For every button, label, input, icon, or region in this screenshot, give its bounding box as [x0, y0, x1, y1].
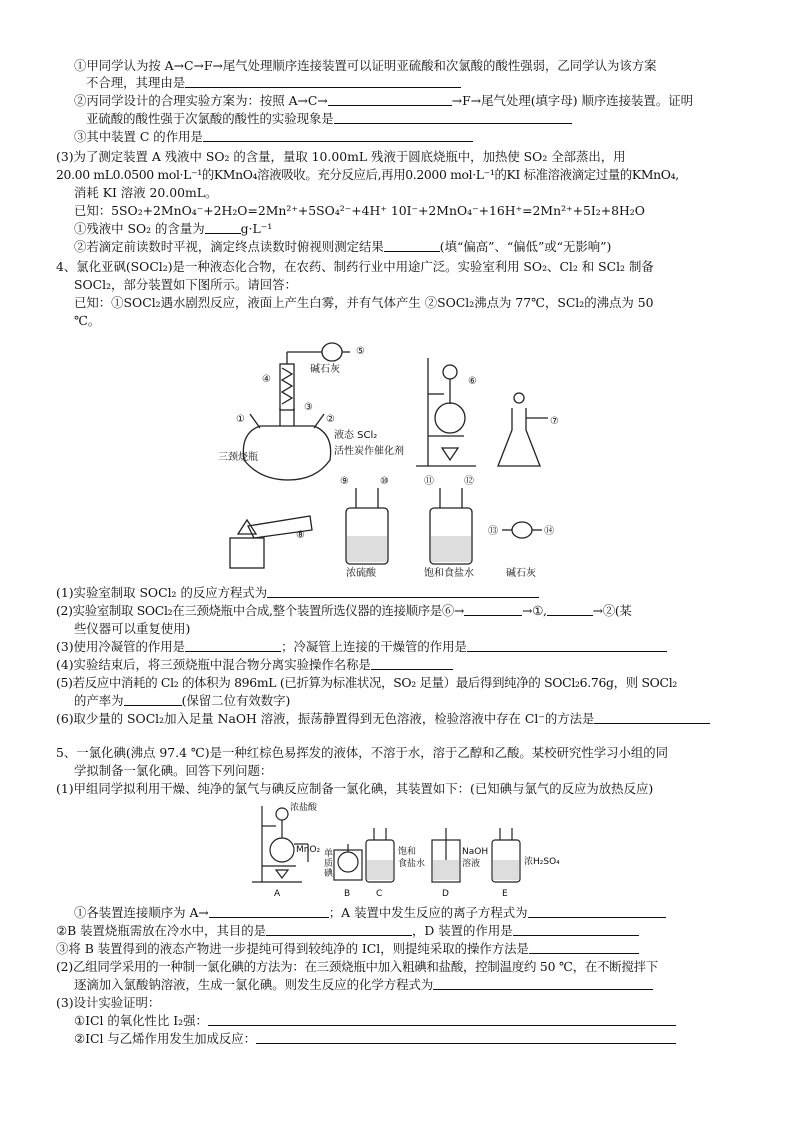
label-b: B [344, 889, 351, 899]
q4-2: (2)实验室制取 SOCl₂在三颈烧瓶中合成,整个装置所选仪器的连接顺序是⑥→ →①, →②(某 [56, 603, 632, 618]
answer-blank[interactable] [547, 603, 593, 616]
label-sat-nacl-1: 饱和 [398, 847, 417, 857]
label-2: ② [326, 414, 335, 425]
label-liquid-scl2: 液态 SCl₂ [334, 430, 378, 441]
label-sat-nacl-2: 食盐水 [398, 859, 426, 869]
label-e: E [502, 889, 508, 899]
funnel-6 [443, 365, 457, 379]
erlenmeyer-7 [498, 408, 540, 466]
label-sat-nacl: 饱和食盐水 [424, 568, 474, 578]
funnel-a [276, 808, 288, 820]
answer-blank[interactable] [467, 639, 667, 652]
q5-intro-2: 学拟制备一氯化碘。回答下列问题： [74, 763, 273, 778]
q4-intro-1: 4、氯化亚砜(SOCl₂)是一种液态化合物，在农药、制药行业中用途广泛。实验室利用 SO₂、Cl₂ 和 SCl₂ 制备 [56, 259, 654, 274]
q3-2-line5: ③其中装置 C 的作用是 [74, 128, 473, 145]
label-c: C [376, 889, 383, 899]
answer-blank[interactable] [208, 1013, 676, 1026]
q4-2-cont: 些仪器可以重复使用) [74, 621, 191, 636]
label-3: ③ [304, 402, 313, 413]
q5-3: (3)设计实验证明： [56, 995, 161, 1010]
q5-1-sub2: ②B 装置烧瓶需放在冷水中，其目的是 ，D 装置的作用是 [56, 922, 639, 939]
q4-4: (4)实验结束后，将三颈烧瓶中混合物分离实验操作名称是 [56, 656, 453, 673]
answer-blank[interactable] [513, 923, 639, 936]
q5-3-sub1: ①ICl 的氧化性比 I₂强： [74, 1012, 676, 1029]
label-12: ⑫ [464, 476, 474, 487]
label-11: ⑪ [424, 476, 434, 487]
label-14: ⑭ [544, 526, 554, 537]
q3-3-line4: 已知：5SO₂+2MnO₄⁻+2H₂O=2Mn²⁺+5SO₄²⁻+4H⁺ 10I⁻+2MnO₄⁻+16H⁺=2Mn²⁺+5I₂+8H₂O [74, 203, 645, 218]
answer-blank[interactable] [433, 977, 653, 990]
label-5: ⑤ [356, 346, 365, 357]
label-naoh-2: 溶液 [462, 859, 481, 869]
q5-1-sub3: ③将 B 装置得到的液态产物进一步提纯可得到较纯净的 ICl，则提纯采取的操作方法是 [56, 940, 639, 957]
q4-1: (1)实验室制取 SOCl₂ 的反应方程式为 [56, 584, 539, 601]
q4-5: (5)若反应中消耗的 Cl₂ 的体积为 896mL (已折算为标准状况，SO₂ 足量）最后得到纯净的 SOCl₂6.76g，则 SOCl₂ [56, 675, 678, 690]
label-d: D [442, 889, 449, 899]
q3-3-line2: 20.00 mL0.0500 mol·L⁻¹的KMnO₄溶液吸收。充分反应后,再用0.2000 mol·L⁻¹的KI 标准溶液滴定过量的KMnO₄, [56, 167, 679, 182]
q5-intro-1: 5、一氯化碘(沸点 97.4 ℃)是一种红棕色易挥发的液体，不溶于水，溶于乙醇和乙酸。某校研究性学习小组的同 [56, 745, 669, 760]
q5-2-cont: 逐滴加入氯酸钠溶液，生成一氯化碘。则发生反应的化学方程式为 [74, 976, 653, 993]
label-iodine-1: 单 [324, 849, 334, 859]
q3-2-line1: ①甲同学认为按 A→C→F→尾气处理顺序连接装置可以证明亚硫酸和次氯酸的酸性强弱，乙同学认为该方案 [74, 58, 657, 73]
flask-a [270, 838, 294, 862]
label-a: A [274, 889, 281, 899]
answer-blank[interactable] [328, 93, 452, 106]
label-4: ④ [262, 374, 271, 385]
q3-3-line3: 消耗 KI 溶液 20.00mL。 [74, 185, 218, 200]
answer-blank[interactable] [384, 239, 440, 252]
q4-intro-4: ℃。 [74, 313, 101, 328]
label-h2so4: 浓H₂SO₄ [524, 857, 560, 867]
label-13: ⑬ [488, 526, 498, 537]
label-mno2: MnO₂ [296, 845, 321, 855]
flask-b [338, 852, 358, 872]
answer-blank[interactable] [528, 905, 666, 918]
q4-6: (6)取少量的 SOCl₂加入足量 NaOH 溶液，振荡静置得到无色溶液，检验溶液中存在 Cl⁻的方法是 [56, 710, 710, 727]
label-conc-h2so4: 浓硫酸 [346, 568, 376, 578]
answer-blank[interactable] [266, 923, 412, 936]
q5-1-sub1: ①各装置连接顺序为 A→ ；A 装置中发生反应的离子方程式为 [74, 904, 666, 921]
label-8: ⑧ [296, 530, 305, 541]
answer-blank[interactable] [205, 221, 241, 234]
label-1: ① [236, 414, 245, 425]
label-catalyst: 活性炭作催化剂 [334, 446, 404, 457]
answer-blank[interactable] [203, 129, 473, 142]
answer-blank[interactable] [267, 585, 539, 598]
answer-blank[interactable] [185, 75, 461, 88]
q3-3-line5: ①残液中 SO₂ 的含量为 g·L⁻¹ [74, 221, 273, 236]
label-flask: 三颈烧瓶 [218, 452, 258, 463]
answer-blank[interactable] [185, 639, 281, 652]
answer-blank[interactable] [124, 693, 182, 706]
q4-intro-3: 已知：①SOCl₂遇水剧烈反应，液面上产生白雾，并有气体产生 ②SOCl₂沸点为 77℃，SCl₂的沸点为 50 [74, 295, 654, 310]
label-naoh-1: NaOH [462, 847, 489, 857]
label-conc-hcl: 浓盐酸 [290, 803, 318, 813]
icl-apparatus-figure [250, 798, 580, 902]
label-soda-lime-tube: 碱石灰 [506, 568, 536, 578]
answer-blank[interactable] [464, 603, 522, 616]
answer-blank[interactable] [371, 657, 453, 670]
q5-1: (1)甲组同学拟利用干燥、纯净的氯气与碘反应制备一氯化碘，其装置如下：(已知碘与氯气的反应为放热反应) [56, 781, 654, 796]
drying-tube-13-14 [512, 522, 532, 538]
label-9: ⑨ [340, 476, 349, 487]
answer-blank[interactable] [209, 905, 329, 918]
label-6: ⑥ [468, 376, 477, 387]
label-7: ⑦ [550, 416, 559, 427]
q3-3-line6: ②若滴定前读数时平视，滴定终点读数时俯视则测定结果 (填“偏高”、“偏低”或“无影响”) [74, 239, 612, 254]
q3-2-line4: 亚硫酸的酸性强于次氯酸的酸性的实验现象是 [86, 110, 572, 127]
q4-3: (3)使用冷凝管的作用是 ；冷凝管上连接的干燥管的作用是 [56, 638, 667, 655]
label-iodine-2: 质 [324, 859, 334, 869]
flask-6 [435, 403, 465, 433]
q5-3-sub2: ②ICl 与乙烯作用发生加成反应： [74, 1030, 676, 1047]
q3-2-line2: 不合理，其理由是 [86, 74, 461, 91]
q5-2: (2)乙组同学采用的一种制一氯化碘的方法为：在三颈烧瓶中加入粗碘和盐酸，控制温度约 50 ℃，在不断搅拌下 [56, 959, 659, 974]
answer-blank[interactable] [529, 941, 639, 954]
label-10: ⑩ [380, 476, 389, 487]
q3-3-line1: (3)为了测定装置 A 残液中 SO₂ 的含量，量取 10.00mL 残液于圆底烧瓶中，加热使 SO₂ 全部蒸出，用 [56, 149, 626, 164]
q3-2-line3: ②丙同学设计的合理实验方案为：按照 A→C→ →F→尾气处理(填字母) 顺序连接装置。证明 [74, 93, 693, 108]
answer-blank[interactable] [256, 1031, 676, 1044]
label-iodine-3: 碘 [324, 869, 334, 879]
q4-intro-2: SOCl₂，部分装置如下图所示。请回答： [74, 277, 297, 292]
answer-blank[interactable] [334, 111, 572, 124]
q4-5-cont: 的产率为 (保留二位有效数字) [74, 693, 291, 708]
socl2-apparatus-figure [200, 338, 580, 578]
drying-tube-top [322, 343, 342, 361]
label-soda-lime-top: 碱石灰 [310, 364, 340, 375]
answer-blank[interactable] [594, 711, 710, 724]
